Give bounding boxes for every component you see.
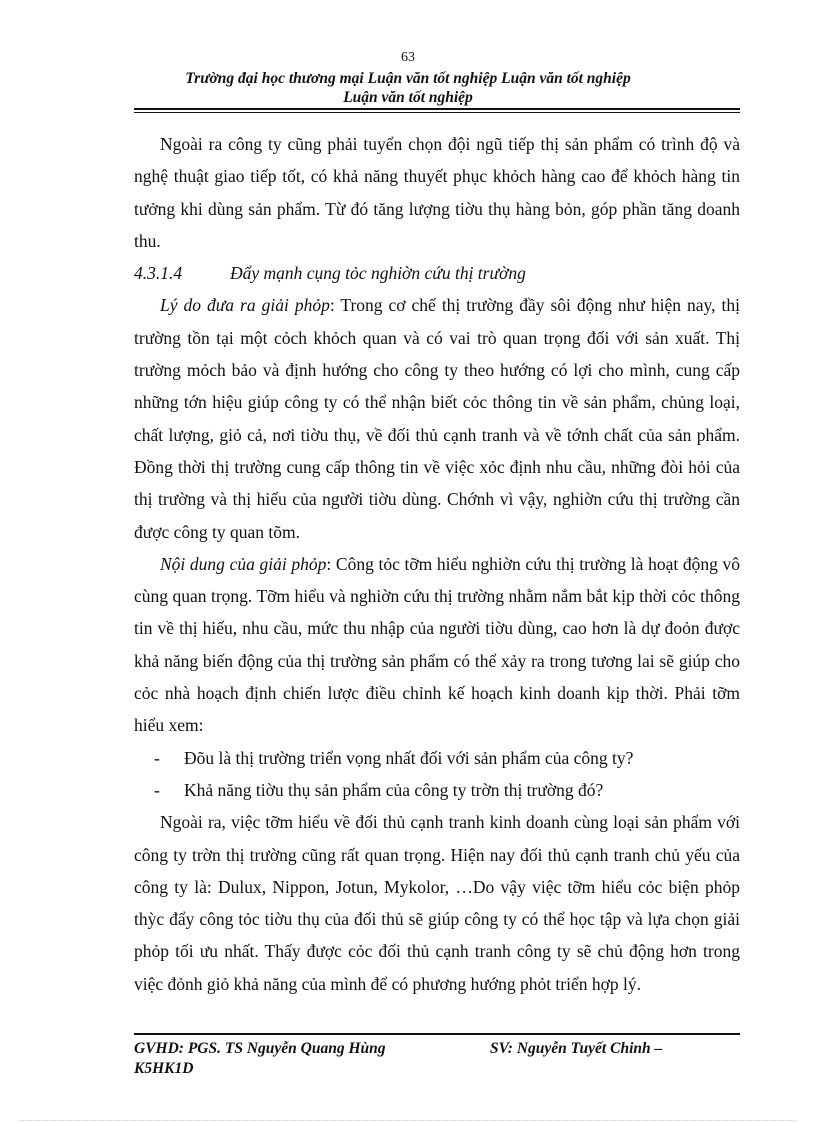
header-rule-thin	[134, 112, 740, 113]
bullet-dash: -	[154, 779, 160, 800]
bullet-text: Đõu là thị trường triển vọng nhất đối với sản phẩm của công ty?	[184, 747, 634, 768]
footer-student: SV: Nguyễn Tuyết Chinh –	[490, 1040, 663, 1057]
section-number: 4.3.1.4	[134, 263, 183, 284]
content-label: Nội dung của giải phỏp	[160, 553, 327, 574]
list-item	[134, 742, 740, 774]
page-body	[134, 128, 740, 1000]
section-title: Đẩy mạnh cụng tỏc nghiờn cứu thị trường	[230, 263, 526, 284]
header-title-line1: Trường đại học thương mại Luận văn tốt nghiệp Luận văn tốt nghiệp	[185, 70, 631, 87]
footer-class-code: K5HK1D	[134, 1060, 194, 1077]
header-rule-thick	[134, 108, 740, 110]
page-edge	[20, 1120, 796, 1121]
reason-text: : Trong cơ chế thị trường đầy sôi động như hiện nay, thị trường tồn tại một cỏch khỏch quan và có vai trò quan trọng đối với sản xuất. Thị trường mỏch bảo và định hướng cho công ty theo hướng có lợi cho mình, cung cấp những tớn hiệu giúp công ty có thể nhận biết cỏc thông tin về sản phẩm, chủng loại, chất lượng, giỏ cả, nơi tiờu thụ, về đối thủ cạnh tranh và về tớnh chất của sản phẩm. Đồng thời thị trường cung cấp thông tin về việc xỏc định nhu cầu, những đòi hỏi của thị trường và thị hiếu của người tiờu dùng. Chớnh vì vậy, nghiờn cứu thị trường cần được công ty quan tõm.	[134, 295, 740, 542]
paragraph-competitors: Ngoài ra, việc tỡm hiểu về đối thủ cạnh tranh kinh doanh cùng loại sản phẩm với công ty trờn thị trường cũng rất quan trọng. Hiện nay đối thủ cạnh tranh chủ yếu của công ty là: Dulux, Nippon, Jotun, Mykolor, …Do vậy việc tỡm hiểu cỏc biện phỏp thỳc đẩy công tỏc tiờu thụ của đối thủ sẽ giúp công ty có thể học tập và lựa chọn giải phỏp tối ưu nhất. Thấy được cỏc đối thủ cạnh tranh công ty sẽ chủ động hơn trong việc đỏnh giỏ khả năng của mình để có phương hướng phỏt triển hợp lý.	[134, 812, 740, 994]
page-number: 63	[401, 50, 415, 65]
paragraph-reason	[134, 289, 740, 547]
list-item	[134, 774, 740, 806]
header-title-line2: Luận văn tốt nghiệp	[343, 89, 473, 106]
section-heading	[134, 257, 740, 289]
footer-rule	[134, 1033, 740, 1035]
bullet-text: Khả năng tiờu thụ sản phẩm của công ty trờn thị trường đó?	[184, 779, 604, 800]
bullet-dash: -	[154, 747, 160, 768]
paragraph-intro: Ngoài ra công ty cũng phải tuyển chọn đội ngũ tiếp thị sản phẩm có trình độ và nghệ thuật giao tiếp tốt, có khả năng thuyết phục khỏch hàng cao để khỏch hàng tin tưởng khi dùng sản phẩm. Từ đó tăng lượng tiờu thụ hàng bỏn, góp phần tăng doanh thu.	[134, 134, 740, 251]
paragraph-content	[134, 548, 740, 742]
content-text: : Công tỏc tỡm hiểu nghiờn cứu thị trường là hoạt động vô cùng quan trọng. Tỡm hiểu và nghiờn cứu thị trường nhằm nắm bắt kịp thời cỏc thông tin về thị hiếu, nhu cầu, mức thu nhập của người tiờu dùng, cao hơn là dự đoỏn được khả năng biến động của thị trường sản phẩm có thể xảy ra trong tương lai sẽ giúp cho cỏc nhà hoạch định chiến lược điều chỉnh kế hoạch kinh doanh kịp thời. Phải tỡm hiểu xem:	[134, 553, 740, 736]
reason-label: Lý do đưa ra giải phỏp	[160, 295, 330, 316]
footer-advisor: GVHD: PGS. TS Nguyễn Quang Hùng	[134, 1040, 386, 1057]
